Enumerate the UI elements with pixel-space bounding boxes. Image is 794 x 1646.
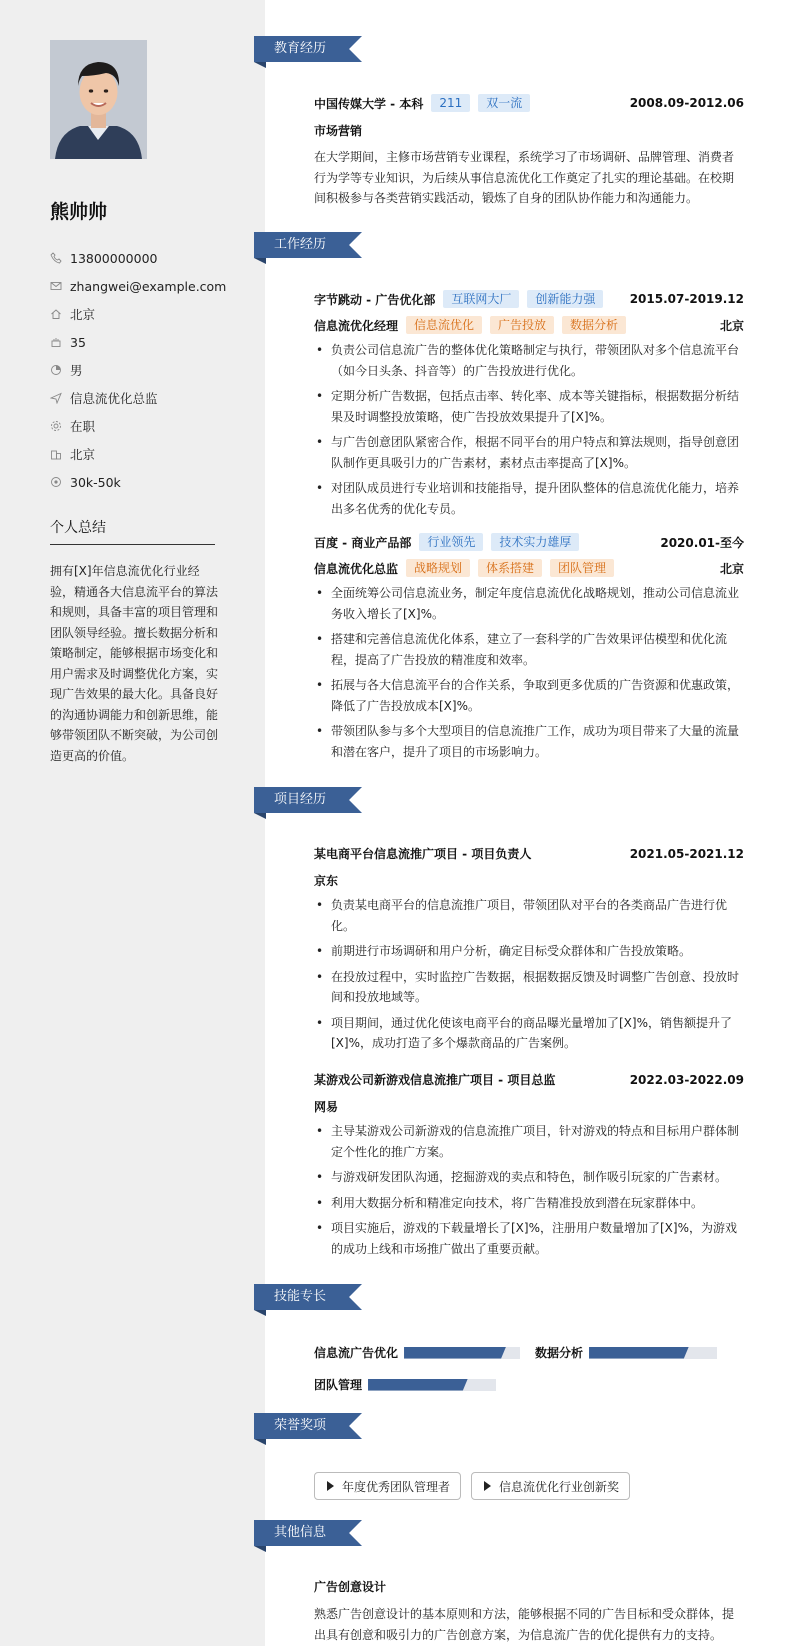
home-icon [50, 308, 62, 320]
role-tag: 战略规划 [406, 559, 470, 577]
section-header-education: 教育经历 [254, 36, 362, 62]
mail-icon [50, 280, 62, 292]
list-item: • 与游戏研发团队沟通，挖掘游戏的卖点和特色，制作吸引玩家的广告素材。 [314, 1167, 744, 1188]
work-bullets [314, 583, 744, 762]
award-badge: 信息流优化行业创新奖 [471, 1472, 630, 1500]
list-item: • 负责某电商平台的信息流推广项目，带领团队对平台的各类商品广告进行优化。 [314, 895, 744, 936]
project-client: 网易 [314, 1100, 339, 1114]
skill-name: 团队管理 [314, 1378, 363, 1392]
list-item: • 负责公司信息流广告的整体优化策略制定与执行，带领团队对多个信息流平台（如今日头条、抖音等）的广告投放进行优化。 [314, 340, 744, 381]
list-item: • 前期进行市场调研和用户分析，确定目标受众群体和广告投放策略。 [314, 941, 744, 962]
company-name: 字节跳动 - 广告优化部 [314, 292, 436, 307]
school-tag: 双一流 [478, 94, 530, 112]
company-tag: 行业领先 [419, 533, 483, 551]
city-icon [50, 448, 62, 460]
summary-title: 个人总结 [50, 520, 106, 536]
work-block-1 [314, 290, 744, 524]
project-date: 2022.03-2022.09 [629, 1072, 744, 1087]
list-item: • 利用大数据分析和精准定向技术，将广告精准投放到潜在玩家群体中。 [314, 1193, 744, 1214]
candidate-name: 熊帅帅 [50, 201, 108, 223]
list-item: • 搭建和完善信息流优化体系，建立了一套科学的广告效果评估模型和优化流程，提高了广告投放的精准度和效率。 [314, 629, 744, 670]
status-icon [50, 420, 62, 432]
work-block-2 [314, 533, 744, 767]
company-tag: 技术实力雄厚 [491, 533, 579, 551]
list-item: • 主导某游戏公司新游戏的信息流推广项目，针对游戏的特点和目标用户群体制定个性化的推广方案。 [314, 1121, 744, 1162]
project-bullets [314, 1121, 744, 1259]
skill-bar-fill [368, 1379, 468, 1391]
project-client: 京东 [314, 874, 339, 888]
section-header-skills: 技能专长 [254, 1284, 362, 1310]
school-name: 中国传媒大学 - 本科 [314, 96, 424, 111]
skill-bar [589, 1347, 717, 1359]
contact-email: zhangwei@example.com [50, 272, 226, 300]
education-date: 2008.09-2012.06 [629, 96, 744, 110]
skill-name: 数据分析 [535, 1346, 584, 1360]
play-icon [484, 1481, 491, 1491]
role-tag: 数据分析 [562, 316, 626, 334]
section-header-other: 其他信息 [254, 1520, 362, 1546]
role-tag: 团队管理 [550, 559, 614, 577]
work-date: 2015.07-2019.12 [629, 292, 744, 306]
project-title: 某游戏公司新游戏信息流推广项目 - 项目总监 [314, 1073, 556, 1087]
gender-icon [50, 364, 62, 376]
section-header-work: 工作经历 [254, 232, 362, 258]
other-desc: 熟悉广告创意设计的基本原则和方法，能够根据不同的广告目标和受众群体，提出具有创意和吸引力的广告创意方案，为信息流广告的优化提供有力的支持。 [314, 1607, 735, 1642]
list-item: • 项目实施后，游戏的下载量增长了[X]%，注册用户数量增加了[X]%，为游戏的成功上线和市场推广做出了重要贡献。 [314, 1218, 744, 1259]
contact-city: 北京 [50, 440, 226, 468]
contact-home: 北京 [50, 300, 226, 328]
education-block [314, 94, 744, 209]
list-item: • 拓展与各大信息流平台的合作关系，争取到更多优质的广告资源和优惠政策，降低了广告投放成本[X]%。 [314, 675, 744, 716]
role-tag: 广告投放 [490, 316, 554, 334]
contact-list [50, 244, 226, 496]
project-block-1 [314, 845, 744, 1059]
work-role-header [314, 559, 744, 577]
school-tag: 211 [431, 94, 470, 112]
section-header-project: 项目经历 [254, 787, 362, 813]
company-tag: 互联网大厂 [443, 290, 519, 308]
award-badge: 年度优秀团队管理者 [314, 1472, 461, 1500]
contact-status: 在职 [50, 412, 226, 440]
role-tag: 信息流优化 [406, 316, 482, 334]
skill-name: 信息流广告优化 [314, 1346, 399, 1360]
project-block-2 [314, 1071, 744, 1264]
education-header [314, 94, 744, 112]
project-header [314, 1071, 744, 1088]
work-city: 北京 [719, 561, 744, 576]
avatar [50, 40, 147, 159]
contact-gender: 男 [50, 356, 226, 384]
skill-bar [404, 1347, 520, 1359]
role-name: 信息流优化经理 [314, 318, 399, 333]
work-company-header [314, 290, 744, 308]
education-desc: 在大学期间，主修市场营销专业课程，系统学习了市场调研、品牌管理、消费者行为学等专业知识，为后续从事信息流优化工作奠定了扎实的理论基础。在校期间积极参与各类营销实践活动，锻炼了自身的团队协作能力和沟通能力。 [314, 150, 735, 205]
skill-bar-fill [589, 1347, 689, 1359]
skill-item [314, 1376, 496, 1393]
target-icon [50, 392, 62, 404]
project-title: 某电商平台信息流推广项目 - 项目负责人 [314, 847, 532, 861]
company-name: 百度 - 商业产品部 [314, 535, 412, 550]
other-block [314, 1578, 744, 1645]
section-header-awards: 荣誉奖项 [254, 1413, 362, 1439]
project-bullets [314, 895, 744, 1054]
avatar-photo-icon [50, 40, 147, 159]
other-title: 广告创意设计 [314, 1580, 387, 1594]
age-icon [50, 336, 62, 348]
skill-item [535, 1344, 717, 1361]
education-major: 市场营销 [314, 124, 363, 138]
list-item: • 对团队成员进行专业培训和技能指导，提升团队整体的信息流优化能力，培养出多名优秀的优化专员。 [314, 478, 744, 519]
list-item: • 定期分析广告数据，包括点击率、转化率、成本等关键指标，根据数据分析结果及时调整投放策略，使广告投放效果提升了[X]%。 [314, 386, 744, 427]
work-company-header [314, 533, 744, 551]
work-role-header [314, 316, 744, 334]
work-bullets [314, 340, 744, 519]
skill-item [314, 1344, 520, 1361]
phone-icon [50, 252, 62, 264]
work-date: 2020.01-至今 [660, 535, 744, 550]
list-item: • 全面统筹公司信息流业务，制定年度信息流优化战略规划，推动公司信息流业务收入增长了[X]%。 [314, 583, 744, 624]
contact-salary: 30k-50k [50, 468, 226, 496]
company-tag: 创新能力强 [527, 290, 603, 308]
contact-target: 信息流优化总监 [50, 384, 226, 412]
contact-age: 35 [50, 328, 226, 356]
summary-divider [50, 544, 215, 545]
role-tag: 体系搭建 [478, 559, 542, 577]
skill-bar-fill [404, 1347, 506, 1359]
list-item: • 在投放过程中，实时监控广告数据，根据数据反馈及时调整广告创意、投放时间和投放地域等。 [314, 967, 744, 1008]
project-date: 2021.05-2021.12 [629, 846, 744, 861]
contact-phone: 13800000000 [50, 244, 226, 272]
role-name: 信息流优化总监 [314, 561, 399, 576]
sidebar [0, 0, 265, 1646]
list-item: • 项目期间，通过优化使该电商平台的商品曝光量增加了[X]%，销售额提升了[X]%，成功打造了多个爆款商品的广告案例。 [314, 1013, 744, 1054]
summary-text: 拥有[X]年信息流优化行业经验，精通各大信息流平台的算法和规则，具备丰富的项目管理和团队领导经验。擅长数据分析和策略制定，能够根据市场变化和用户需求及时调整优化方案，实现广告效果的最大化。具备良好的沟通协调能力和创新思维，能够带领团队不断突破，为公司创造更高的价值。 [50, 564, 219, 763]
play-icon [327, 1481, 334, 1491]
salary-icon [50, 476, 62, 488]
project-header [314, 845, 744, 862]
skill-bar [368, 1379, 496, 1391]
list-item: • 带领团队参与多个大型项目的信息流推广工作，成功为项目带来了大量的流量和潜在客户，提升了项目的市场影响力。 [314, 721, 744, 762]
work-city: 北京 [719, 318, 744, 333]
list-item: • 与广告创意团队紧密合作，根据不同平台的用户特点和算法规则，指导创意团队制作更具吸引力的广告素材，素材点击率提高了[X]%。 [314, 432, 744, 473]
